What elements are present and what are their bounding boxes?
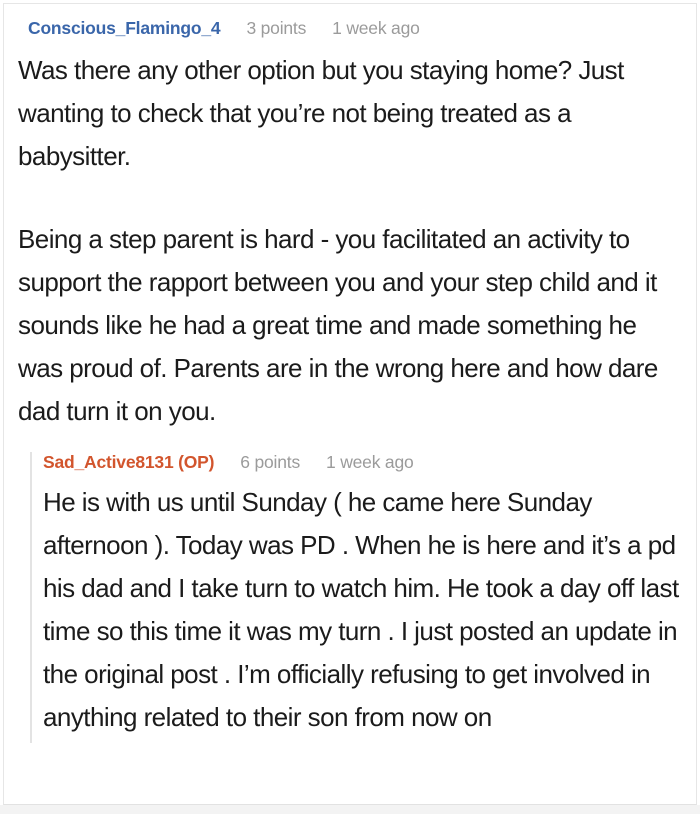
comment-points: 6 points bbox=[240, 452, 300, 472]
comment-paragraph: Being a step parent is hard - you facilitated an activity to support the rapport between you and your step child and it sounds like he had a great time and made something he was proud of. Parents are in the wrong here and how dare dad turn it on you. bbox=[18, 224, 658, 426]
comment-age: 1 week ago bbox=[332, 18, 420, 38]
comment-age: 1 week ago bbox=[326, 452, 414, 472]
comment-points: 3 points bbox=[246, 18, 307, 38]
comment-author-link-op[interactable]: Sad_Active8131 (OP) bbox=[43, 452, 215, 472]
comment-paragraph: He is with us until Sunday ( he came here Sunday afternoon ). Today was PD . When he is here and it’s a pd his dad and I take turn to watch him. He took a day off last time so this time it was my turn . I just posted an update in the original post . I’m officially refusing to get involved in anything related to their son from now on bbox=[43, 487, 679, 732]
comment-header bbox=[43, 452, 682, 473]
comment-author-link[interactable]: Conscious_Flamingo_4 bbox=[28, 18, 221, 38]
nested-reply bbox=[30, 452, 682, 743]
comment-card bbox=[3, 3, 697, 805]
comment-header bbox=[28, 18, 682, 39]
comment bbox=[18, 18, 682, 743]
comment-body bbox=[18, 49, 682, 433]
page-bottom-strip bbox=[0, 805, 700, 814]
comment-body bbox=[43, 481, 682, 739]
comment-paragraph: Was there any other option but you staying home? Just wanting to check that you’re not being treated as a babysitter. bbox=[18, 55, 624, 171]
